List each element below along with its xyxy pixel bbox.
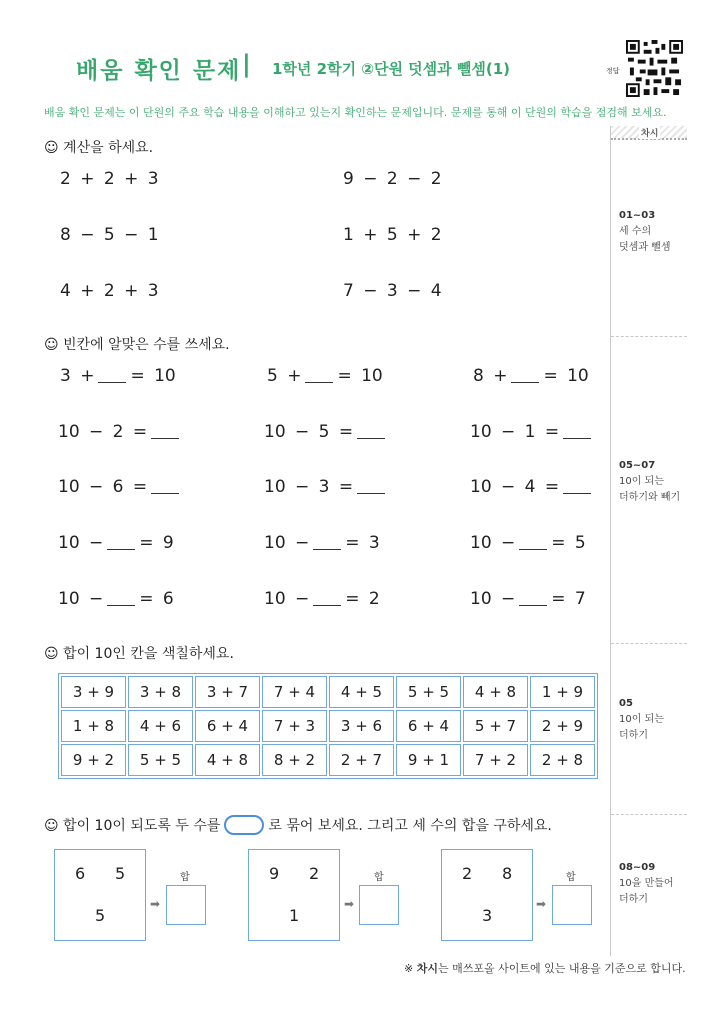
sidebar-entry-line: 10이 되는	[619, 476, 664, 487]
sidebar-entry	[619, 696, 664, 744]
grid-cell[interactable]: 2 + 9	[530, 710, 595, 742]
arrow-right-icon: ➡	[344, 897, 355, 911]
expr-post: = 10	[130, 366, 176, 386]
expr-pre: 10 − 6 =	[58, 477, 148, 497]
expr-post: = 3	[345, 533, 380, 553]
fill-blank-expression	[60, 366, 176, 386]
sidebar-entry-num: 05	[619, 698, 633, 709]
fill-blank-expression	[58, 422, 183, 442]
title-separator: |	[242, 50, 251, 78]
sidebar-divider	[611, 336, 687, 337]
grid-cell[interactable]: 7 + 3	[262, 710, 327, 742]
answer-blank[interactable]	[357, 478, 385, 494]
grouping-loop-icon	[224, 815, 264, 835]
grid-cell[interactable]: 7 + 4	[262, 676, 327, 708]
sum-grid	[58, 673, 598, 779]
question-4-title	[44, 815, 552, 835]
fill-blank-expression	[470, 477, 595, 497]
fill-blank-expression	[267, 366, 383, 386]
sidebar-entry-line: 세 수의	[619, 226, 652, 237]
q4-title-post: 로 묶어 보세요. 그리고 세 수의 합을 구하세요.	[268, 818, 552, 834]
answer-blank[interactable]	[357, 423, 385, 439]
sidebar-entry-line: 덧셈과 뺄셈	[619, 242, 671, 253]
grid-cell[interactable]: 4 + 8	[195, 744, 260, 776]
grid-cell[interactable]: 4 + 5	[329, 676, 394, 708]
box-number[interactable]: 2	[462, 864, 473, 883]
answer-blank[interactable]	[313, 534, 341, 550]
sidebar-entry-line: 10을 만들어	[619, 878, 674, 889]
expr-pre: 10 − 1 =	[470, 422, 560, 442]
fill-blank-expression	[470, 422, 595, 442]
grid-cell[interactable]: 5 + 7	[463, 710, 528, 742]
grid-cell[interactable]: 2 + 8	[530, 744, 595, 776]
sum-answer-box[interactable]	[166, 885, 206, 925]
expr-pre: 10 −	[264, 533, 310, 553]
grid-cell[interactable]: 1 + 8	[61, 710, 126, 742]
expr-post: = 6	[139, 589, 174, 609]
box-number[interactable]: 5	[115, 864, 126, 883]
answer-blank[interactable]	[313, 590, 341, 606]
sum-answer-box[interactable]	[359, 885, 399, 925]
fill-blank-expression	[58, 533, 174, 553]
box-number[interactable]: 8	[502, 864, 513, 883]
answer-blank[interactable]	[107, 590, 135, 606]
box-number[interactable]: 6	[75, 864, 86, 883]
sidebar-entry-num: 05~07	[619, 460, 656, 471]
footnote-text: 는 매쓰포올 사이트에 있는 내용을 기준으로 합니다.	[437, 962, 686, 975]
grid-cell[interactable]: 9 + 2	[61, 744, 126, 776]
fill-blank-expression	[470, 589, 586, 609]
grid-cell[interactable]: 3 + 9	[61, 676, 126, 708]
fill-blank-expression	[58, 589, 174, 609]
sidebar-entry-line: 더하기와 빼기	[619, 492, 681, 503]
sum-label: 합	[374, 872, 384, 883]
expr-pre: 10 −	[470, 589, 516, 609]
grid-cell[interactable]: 6 + 4	[195, 710, 260, 742]
qr-code-icon[interactable]	[626, 40, 683, 97]
fill-blank-expression	[264, 589, 380, 609]
footnote-mark: ※	[404, 962, 414, 975]
expr-post: = 7	[551, 589, 586, 609]
expr-pre: 10 −	[264, 589, 310, 609]
grid-cell[interactable]: 4 + 6	[128, 710, 193, 742]
answer-blank[interactable]	[519, 590, 547, 606]
grid-cell[interactable]: 7 + 2	[463, 744, 528, 776]
page-title: 배움 확인 문제	[76, 58, 242, 84]
expr-post: = 10	[337, 366, 383, 386]
grid-cell[interactable]: 2 + 7	[329, 744, 394, 776]
expr-pre: 10 −	[470, 533, 516, 553]
box-number[interactable]: 2	[309, 864, 320, 883]
expression: 9 − 2 − 2	[343, 169, 442, 189]
fill-blank-expression	[473, 366, 589, 386]
expression: 2 + 2 + 3	[60, 169, 159, 189]
fill-blank-expression	[58, 477, 183, 497]
sum-answer-box[interactable]	[552, 885, 592, 925]
grid-cell[interactable]: 3 + 7	[195, 676, 260, 708]
sidebar-entry	[619, 208, 670, 256]
sidebar-entry-line: 더하기	[619, 730, 648, 741]
answer-blank[interactable]	[151, 478, 179, 494]
sidebar-entry-num: 08~09	[619, 862, 656, 873]
expr-pre: 10 − 5 =	[264, 422, 354, 442]
grid-cell[interactable]: 3 + 6	[329, 710, 394, 742]
title-row	[0, 52, 600, 86]
fill-blank-expression	[264, 422, 389, 442]
grid-cell[interactable]: 1 + 9	[530, 676, 595, 708]
expr-pre: 3 +	[60, 366, 95, 386]
intro-text: 배움 확인 문제는 이 단원의 주요 학습 내용을 이해하고 있는지 확인하는 문제입니다. 문제를 통해 이 단원의 학습을 점검해 보세요.	[44, 106, 667, 119]
expr-pre: 5 +	[267, 366, 302, 386]
expr-pre: 10 − 4 =	[470, 477, 560, 497]
answer-blank[interactable]	[563, 423, 591, 439]
expr-post: = 9	[139, 533, 174, 553]
answer-blank[interactable]	[107, 534, 135, 550]
question-3-title: ☺ 합이 10인 칸을 색칠하세요.	[44, 646, 234, 662]
sum-label: 합	[180, 872, 190, 883]
footnote	[404, 960, 686, 976]
sidebar-divider	[611, 643, 687, 644]
grid-cell[interactable]: 9 + 1	[396, 744, 461, 776]
session-sidebar	[610, 126, 686, 956]
sidebar-entry-num: 01~03	[619, 210, 656, 221]
grid-cell[interactable]: 6 + 4	[396, 710, 461, 742]
expr-post: = 5	[551, 533, 586, 553]
expr-post: = 2	[345, 589, 380, 609]
sidebar-header	[611, 126, 687, 140]
answer-blank[interactable]	[98, 367, 126, 383]
expr-pre: 10 − 3 =	[264, 477, 354, 497]
sidebar-heading: 차시	[639, 126, 660, 139]
fill-blank-expression	[264, 533, 380, 553]
grid-cell[interactable]: 5 + 5	[396, 676, 461, 708]
expr-pre: 8 +	[473, 366, 508, 386]
number-box[interactable]	[54, 849, 146, 941]
expression: 7 − 3 − 4	[343, 281, 442, 301]
grid-cell[interactable]: 4 + 8	[463, 676, 528, 708]
expr-pre: 10 − 2 =	[58, 422, 148, 442]
expression: 4 + 2 + 3	[60, 281, 159, 301]
answer-blank[interactable]	[305, 367, 333, 383]
expression: 1 + 5 + 2	[343, 225, 442, 245]
sum-label: 합	[566, 872, 576, 883]
arrow-right-icon: ➡	[536, 897, 547, 911]
answer-blank[interactable]	[563, 478, 591, 494]
fill-blank-expression	[264, 477, 389, 497]
qr-label: 정답	[606, 67, 620, 75]
expression: 8 − 5 − 1	[60, 225, 159, 245]
answer-blank[interactable]	[151, 423, 179, 439]
sidebar-entry	[619, 458, 680, 506]
answer-blank[interactable]	[511, 367, 539, 383]
expr-post: = 10	[543, 366, 589, 386]
sidebar-divider	[611, 814, 687, 815]
box-number[interactable]: 9	[269, 864, 280, 883]
question-2-title: ☺ 빈칸에 알맞은 수를 쓰세요.	[44, 337, 230, 353]
q4-title-pre: ☺ 합이 10이 되도록 두 수를	[44, 818, 221, 834]
grid-cell[interactable]: 3 + 8	[128, 676, 193, 708]
sidebar-entry-line: 더하기	[619, 894, 648, 905]
fill-blank-expression	[470, 533, 586, 553]
sidebar-entry	[619, 860, 674, 908]
grid-cell[interactable]: 5 + 5	[128, 744, 193, 776]
sidebar-entry-line: 10이 되는	[619, 714, 664, 725]
number-box[interactable]	[441, 849, 533, 941]
box-number[interactable]: 3	[482, 906, 493, 925]
number-box[interactable]	[248, 849, 340, 941]
expr-pre: 10 −	[58, 589, 104, 609]
box-number[interactable]: 1	[289, 906, 300, 925]
grid-cell[interactable]: 8 + 2	[262, 744, 327, 776]
answer-blank[interactable]	[519, 534, 547, 550]
expr-pre: 10 −	[58, 533, 104, 553]
page-subtitle: 1학년 2학기 ②단원 덧셈과 뺄셈(1)	[272, 60, 511, 78]
box-number[interactable]: 5	[95, 906, 106, 925]
arrow-right-icon: ➡	[150, 897, 161, 911]
question-1-title: ☺ 계산을 하세요.	[44, 140, 154, 156]
footnote-bold: 차시	[416, 962, 438, 975]
